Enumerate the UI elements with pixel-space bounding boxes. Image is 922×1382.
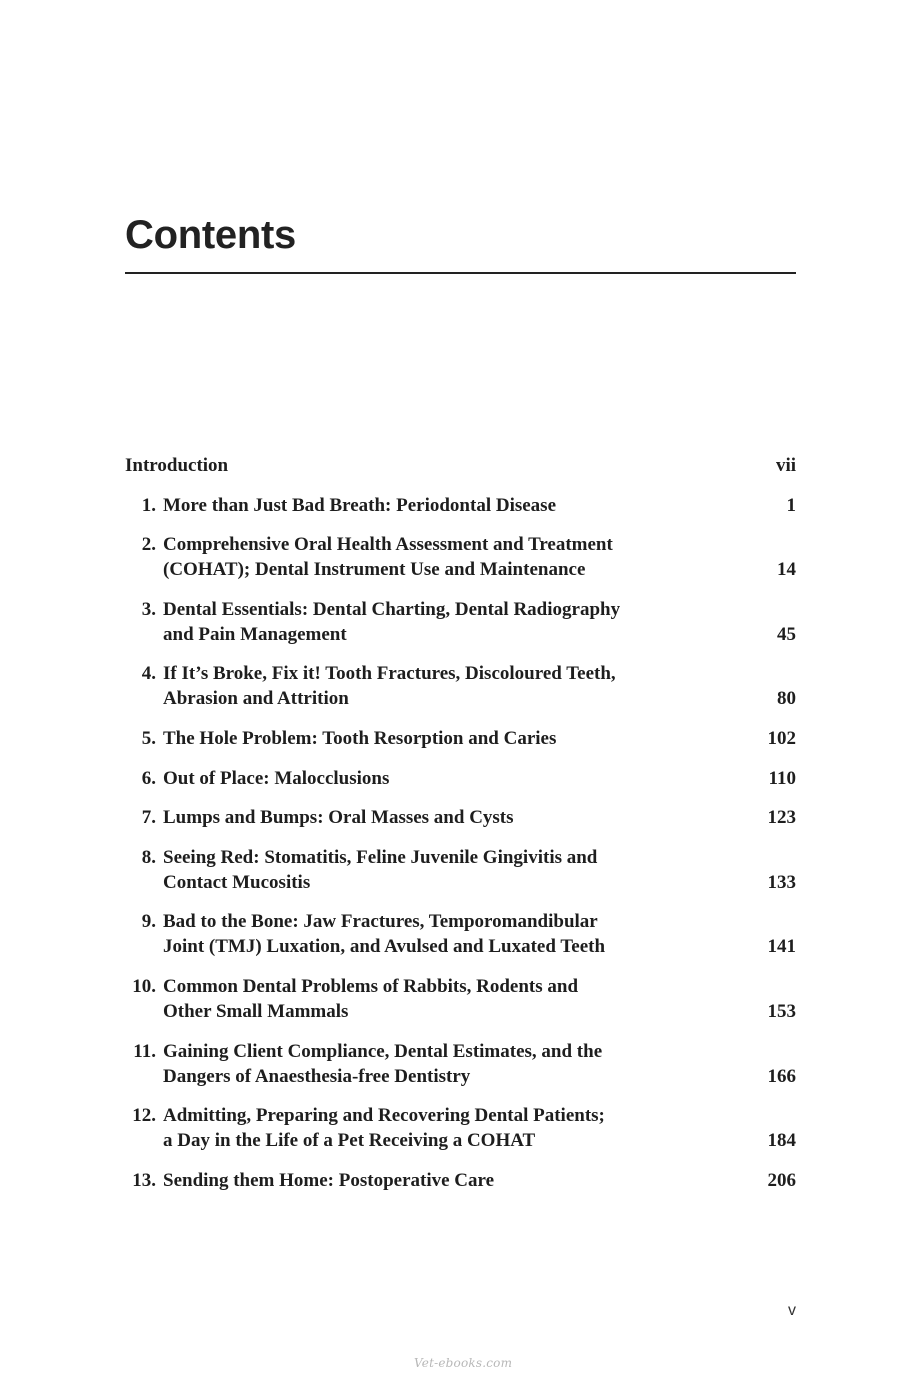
toc-entry-page: 1: [786, 494, 796, 516]
toc-entry-title: Gaining Client Compliance, Dental Estimates, and the Dangers of Anaesthesia-free Dentistry: [163, 1040, 603, 1087]
toc-entry[interactable]: [125, 805, 796, 830]
toc-entry-page: vii: [775, 455, 796, 476]
toc-entry-title: Out of Place: Malocclusions: [163, 767, 390, 789]
toc-entry-page: 133: [767, 871, 796, 893]
toc-entry[interactable]: [125, 597, 796, 647]
toc-entry-title: Bad to the Bone: Jaw Fractures, Temporomandibular Joint (TMJ) Luxation, and Avulsed and Luxated Teeth: [163, 911, 606, 958]
toc-entry-page: 102: [767, 727, 796, 749]
toc-entry-page: 184: [767, 1130, 796, 1152]
toc-entry-number: 3.: [141, 598, 156, 620]
toc-entry-number: 8.: [141, 846, 156, 868]
toc-entry-number: 11.: [133, 1040, 156, 1062]
toc-entry-number: 10.: [132, 975, 156, 997]
toc-entry[interactable]: [125, 726, 796, 751]
toc-entry[interactable]: [125, 661, 796, 711]
toc-entry[interactable]: [125, 974, 796, 1024]
toc-entry-title: More than Just Bad Breath: Periodontal Disease: [163, 494, 557, 516]
toc-entry[interactable]: [125, 766, 796, 791]
toc-entry-page: 14: [777, 559, 796, 581]
toc-entry-title: If It’s Broke, Fix it! Tooth Fractures, Discoloured Teeth, Abrasion and Attrition: [163, 663, 616, 710]
toc-entry[interactable]: [125, 532, 796, 582]
toc-entry[interactable]: [125, 493, 796, 518]
toc-entry-title: The Hole Problem: Tooth Resorption and Caries: [163, 727, 557, 749]
watermark: Vet-ebooks.com: [414, 1356, 513, 1370]
toc-entry-page: 123: [767, 807, 796, 829]
page-title: Contents: [125, 213, 296, 257]
toc-entry-page: 45: [777, 623, 796, 645]
toc-entry-number: 5.: [141, 727, 156, 749]
page-number: v: [788, 1302, 796, 1319]
toc-entry-title: Sending them Home: Postoperative Care: [163, 1169, 495, 1191]
toc-entry-page: 206: [767, 1169, 796, 1191]
toc-entry-page: 141: [767, 936, 796, 958]
toc-entry[interactable]: [125, 909, 796, 959]
toc-entry-number: 4.: [141, 663, 156, 685]
toc-entry-page: 110: [768, 767, 796, 789]
toc-entry-number: 2.: [141, 534, 156, 556]
toc-entry-title: Introduction: [125, 455, 229, 476]
toc-entry-number: 13.: [132, 1169, 156, 1191]
toc-entry-page: 80: [777, 688, 796, 710]
toc-entry-title: Lumps and Bumps: Oral Masses and Cysts: [163, 807, 514, 829]
toc-entry[interactable]: [125, 1103, 796, 1153]
toc-entry[interactable]: [125, 1168, 796, 1193]
page-heading: [125, 210, 796, 274]
table-of-contents: [125, 453, 796, 1207]
toc-entry-title: Comprehensive Oral Health Assessment and Treatment (COHAT); Dental Instrument Use and Maintenance: [163, 534, 613, 581]
toc-entry[interactable]: [125, 453, 796, 478]
toc-entry-title: Common Dental Problems of Rabbits, Rodents and Other Small Mammals: [163, 975, 579, 1022]
toc-entry-page: 153: [767, 1000, 796, 1022]
toc-entry-title: Dental Essentials: Dental Charting, Dental Radiography and Pain Management: [163, 598, 621, 645]
toc-entry[interactable]: [125, 1039, 796, 1089]
toc-entry-title: Seeing Red: Stomatitis, Feline Juvenile Gingivitis and Contact Mucositis: [163, 846, 598, 893]
toc-entry-page: 166: [767, 1065, 796, 1087]
title-rule: [125, 272, 796, 274]
toc-entry-number: 6.: [141, 767, 156, 789]
toc-entry[interactable]: [125, 845, 796, 895]
toc-entry-number: 9.: [141, 911, 156, 933]
toc-entry-number: 12.: [132, 1105, 156, 1127]
toc-entry-title: Admitting, Preparing and Recovering Dental Patients; a Day in the Life of a Pet Receiving a COHAT: [163, 1105, 605, 1152]
toc-entry-number: 1.: [141, 494, 156, 516]
toc-entry-number: 7.: [141, 807, 156, 829]
